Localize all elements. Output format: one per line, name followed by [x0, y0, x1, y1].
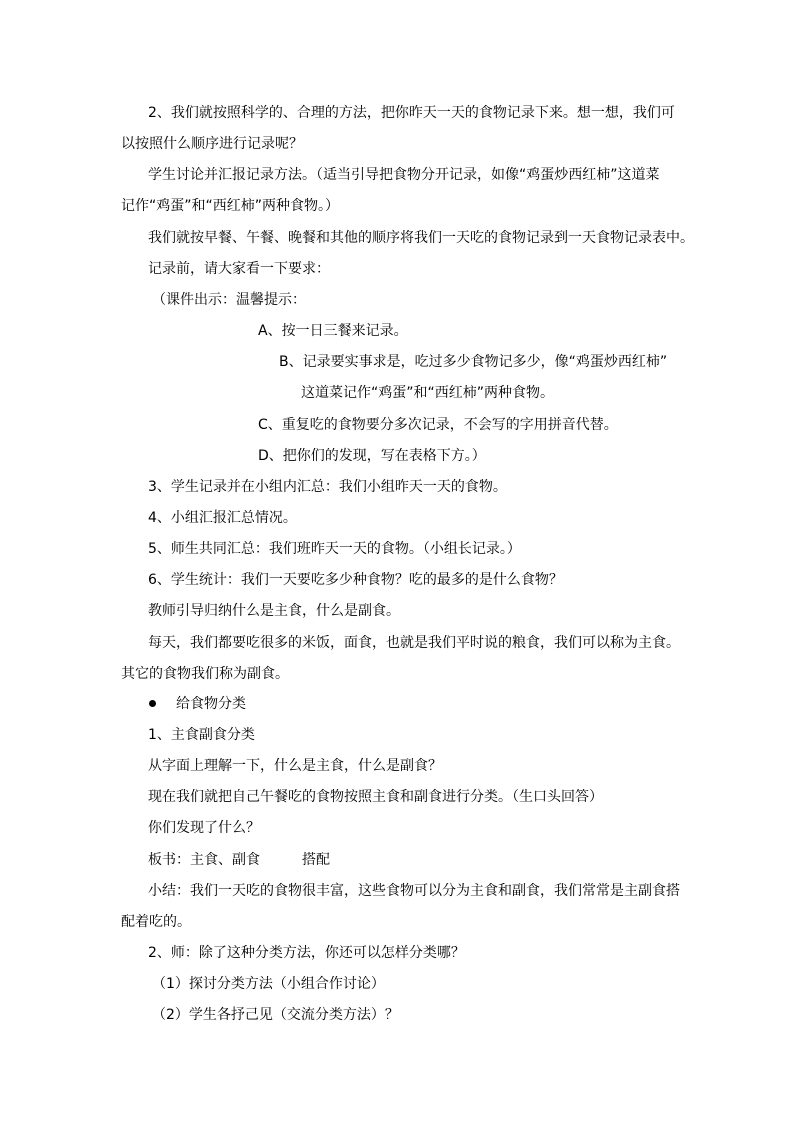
subsection-2: 2、师：除了这种分类方法，你还可以怎样分类哪？ — [148, 945, 465, 961]
paragraph-step2-line1: 2、我们就按照科学的、合理的方法，把你昨天一天的食物记录下来。想一想，我们可 — [148, 105, 675, 121]
subsection-1: 1、主食副食分类 — [148, 727, 255, 743]
tip-item-b-line1: B、记录要实事求是，吃过多少食物记多少，像“鸡蛋炒西红柿” — [279, 354, 668, 370]
step-5: 5、师生共同汇总：我们班昨天一天的食物。（小组长记录。） — [148, 541, 521, 557]
step-4: 4、小组汇报汇总情况。 — [148, 510, 297, 526]
tip-item-c: C、重复吃的食物要分多次记录，不会写的字用拼音代替。 — [258, 417, 618, 433]
subsection-1-instruction: 现在我们就把自己午餐吃的食物按照主食和副食进行分类。（生口头回答） — [148, 789, 603, 805]
subsection-2-item-2: （2）学生各抒己见（交流分类方法）？ — [152, 1007, 399, 1023]
tip-item-d: D、把你们的发现，写在表格下方。） — [258, 448, 486, 464]
section-heading-classify: 给食物分类 — [176, 696, 246, 712]
paragraph-discussion-line2: 记作“鸡蛋”和“西红柿”两种食物。） — [121, 198, 340, 214]
board-writing — [148, 850, 330, 870]
paragraph-step2-line2: 以按照什么顺序进行记录呢？ — [121, 136, 303, 152]
paragraph-tips-heading: （课件出示：温馨提示： — [152, 292, 306, 308]
subsection-2-item-1: （1）探讨分类方法（小组合作讨论） — [152, 976, 385, 992]
summary-line1: 小结：我们一天吃的食物很丰富，这些食物可以分为主食和副食，我们常常是主副食搭 — [148, 883, 680, 899]
summary-line2: 配着吃的。 — [121, 914, 191, 930]
paragraph-meal-order: 我们就按早餐、午餐、晚餐和其他的顺序将我们一天吃的食物记录到一天食物记录表中。 — [148, 230, 694, 246]
tip-item-a: A、按一日三餐来记录。 — [258, 323, 408, 339]
paragraph-requirements-intro: 记录前，请大家看一下要求： — [148, 261, 330, 277]
tip-item-b-line2: 这道菜记作“鸡蛋”和“西红柿”两种食物。 — [301, 385, 555, 401]
subsection-1-question: 从字面上理解一下，什么是主食，什么是副食？ — [148, 758, 442, 774]
paragraph-staple-line1: 每天，我们都要吃很多的米饭，面食，也就是我们平时说的粮食，我们可以称为主食。 — [148, 635, 680, 651]
teacher-guide: 教师引导归纳什么是主食，什么是副食。 — [148, 603, 400, 619]
bullet-dot-icon — [149, 700, 156, 707]
step-3: 3、学生记录并在小组内汇总：我们小组昨天一天的食物。 — [148, 479, 507, 495]
board-writing-left: 板书：主食、副食 — [148, 852, 260, 868]
paragraph-staple-line2: 其它的食物我们称为副食。 — [121, 666, 289, 682]
board-writing-right: 搭配 — [302, 852, 330, 868]
paragraph-discussion-line1: 学生讨论并汇报记录方法。（适当引导把食物分开记录，如像“鸡蛋炒西红柿”这道菜 — [148, 167, 660, 183]
step-6: 6、学生统计：我们一天要吃多少种食物？吃的最多的是什么食物？ — [148, 572, 563, 588]
subsection-1-findings: 你们发现了什么？ — [148, 820, 260, 836]
